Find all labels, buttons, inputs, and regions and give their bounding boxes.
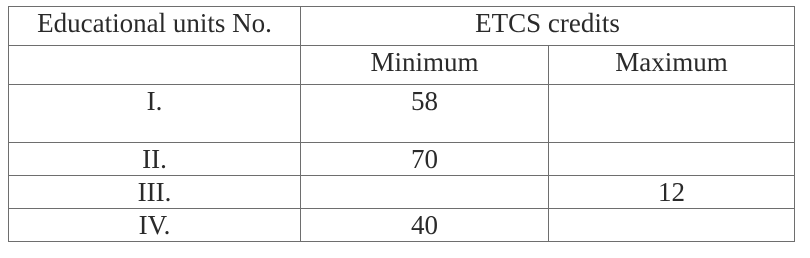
table-row bbox=[9, 176, 795, 209]
table-header-row bbox=[9, 7, 795, 46]
maximum-cell bbox=[549, 209, 795, 242]
header-etcs-credits: ETCS credits bbox=[301, 7, 795, 46]
minimum-cell: 70 bbox=[301, 143, 549, 176]
minimum-cell: 40 bbox=[301, 209, 549, 242]
table-subheader-row bbox=[9, 46, 795, 85]
minimum-cell: 58 bbox=[301, 85, 549, 143]
unit-cell: I. bbox=[9, 85, 301, 143]
maximum-cell bbox=[549, 85, 795, 143]
table-row bbox=[9, 143, 795, 176]
subheader-maximum: Maximum bbox=[549, 46, 795, 85]
unit-cell: III. bbox=[9, 176, 301, 209]
header-educational-units: Educational units No. bbox=[9, 7, 301, 46]
etcs-credits-table bbox=[8, 6, 795, 242]
unit-cell: II. bbox=[9, 143, 301, 176]
subheader-minimum: Minimum bbox=[301, 46, 549, 85]
table-row bbox=[9, 209, 795, 242]
unit-cell: IV. bbox=[9, 209, 301, 242]
maximum-cell bbox=[549, 143, 795, 176]
table-row bbox=[9, 85, 795, 143]
maximum-cell: 12 bbox=[549, 176, 795, 209]
subheader-empty bbox=[9, 46, 301, 85]
minimum-cell bbox=[301, 176, 549, 209]
